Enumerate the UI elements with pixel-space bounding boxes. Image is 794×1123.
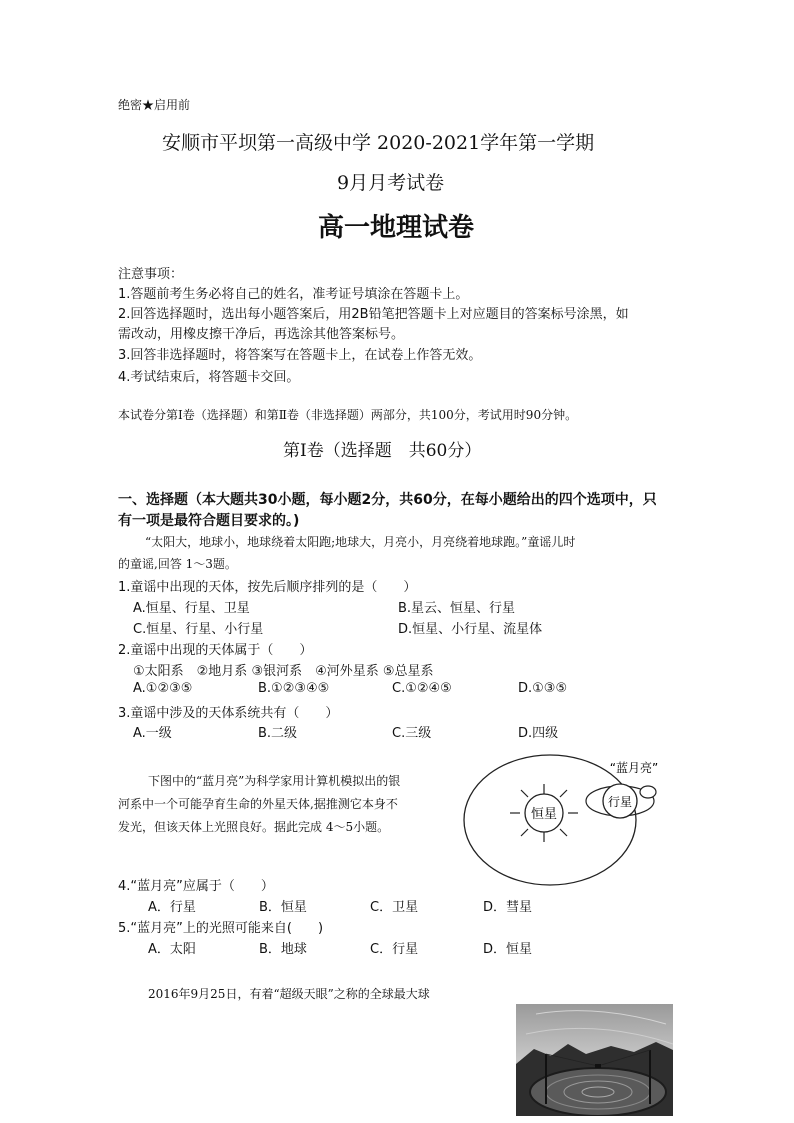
q2-option-d: D.①③⑤ <box>518 681 568 696</box>
question-2-stem: 2.童谣中出现的天体属于（ ） <box>118 643 313 658</box>
q2-option-c: C.①②④⑤ <box>392 681 452 696</box>
question-1-stem: 1.童谣中出现的天体，按先后顺序排列的是（ ） <box>118 580 417 595</box>
notes-item: 4.考试结束后，将答题卡交回。 <box>118 370 300 385</box>
q5-option-c: C．行星 <box>370 942 419 957</box>
notes-item: 1.答题前考生务必将自己的姓名，准考证号填涂在答题卡上。 <box>118 287 469 302</box>
q4-option-d: D．彗星 <box>483 900 533 915</box>
question-5-stem: 5.“蓝月亮”上的光照可能来自( ) <box>118 921 324 936</box>
q4-option-a: A．行星 <box>148 900 196 915</box>
q5-option-d: D．恒星 <box>483 942 533 957</box>
q4-option-c: C．卫星 <box>370 900 419 915</box>
q5-option-a: A．太阳 <box>148 942 196 957</box>
telescope-photo <box>516 1004 673 1116</box>
planet-label: 行星 <box>607 795 633 809</box>
q3-option-b: B.二级 <box>258 726 298 741</box>
part-heading-line2: 有一项是最符合题目要求的。) <box>118 513 300 529</box>
orbit-diagram <box>458 744 668 886</box>
passage-2-line3: 发光，但该天体上光照良好。据此完成 4～5小题。 <box>118 820 390 834</box>
page-title: 高一地理试卷 <box>318 213 475 243</box>
notes-item: 3.回答非选择题时，将答案写在答题卡上，在试卷上作答无效。 <box>118 348 482 363</box>
q1-option-c: C.恒星、行星、小行星 <box>133 622 264 637</box>
q4-option-b: B．恒星 <box>259 900 307 915</box>
q3-option-a: A.一级 <box>133 726 172 741</box>
q2-option-b: B.①②③④⑤ <box>258 681 330 696</box>
exam-info-line: 本试卷分第Ⅰ卷（选择题）和第Ⅱ卷（非选择题）两部分，共100分，考试用时90分钟。 <box>118 408 578 422</box>
school-line: 安顺市平坝第一高级中学 2020-2021学年第一学期 <box>162 132 595 154</box>
q1-option-d: D.恒星、小行星、流星体 <box>398 622 543 637</box>
q3-option-c: C.三级 <box>392 726 432 741</box>
passage-3-line1: 2016年9月25日，有着“超级天眼”之称的全球最大球 <box>148 987 430 1001</box>
intro-line1: “太阳大，地球小，地球绕着太阳跑;地球大，月亮小，月亮绕着地球跑。”童谣儿时 <box>145 535 576 549</box>
question-4-stem: 4.“蓝月亮”应属于（ ） <box>118 879 274 894</box>
moon-circle <box>640 786 656 798</box>
passage-2-line1: 下图中的“蓝月亮”为科学家用计算机模拟出的银 <box>148 774 401 788</box>
intro-line2: 的童谣,回答 1～3题。 <box>118 557 237 571</box>
q5-option-b: B．地球 <box>259 942 307 957</box>
notes-item: 2.回答选择题时，选出每小题答案后，用2B铅笔把答题卡上对应题目的答案标号涂黑，如 <box>118 307 629 322</box>
secret-label: 绝密★启用前 <box>118 98 191 112</box>
question-3-stem: 3.童谣中涉及的天体系统共有（ ） <box>118 706 339 721</box>
q1-option-a: A.恒星、行星、卫星 <box>133 601 250 616</box>
q3-option-d: D.四级 <box>518 726 559 741</box>
q2-choices: ①太阳系 ②地月系 ③银河系 ④河外星系 ⑤总星系 <box>133 664 434 679</box>
star-label: 恒星 <box>530 807 558 822</box>
q2-option-a: A.①②③⑤ <box>133 681 193 696</box>
section-title: 第Ⅰ卷（选择题 共60分） <box>283 441 482 461</box>
notes-item: 需改动，用橡皮擦干净后，再选涂其他答案标号。 <box>118 327 405 342</box>
notes-heading: 注意事项： <box>118 267 184 282</box>
part-heading-line1: 一、选择题（本大题共30小题，每小题2分，共60分，在每小题给出的四个选项中，只 <box>118 492 657 508</box>
moon-label: “蓝月亮” <box>609 761 659 775</box>
q1-option-b: B.星云、恒星、行星 <box>398 601 516 616</box>
passage-2-line2: 河系中一个可能孕育生命的外星天体,据推测它本身不 <box>118 797 398 811</box>
exam-line: 9月月考试卷 <box>337 172 445 194</box>
